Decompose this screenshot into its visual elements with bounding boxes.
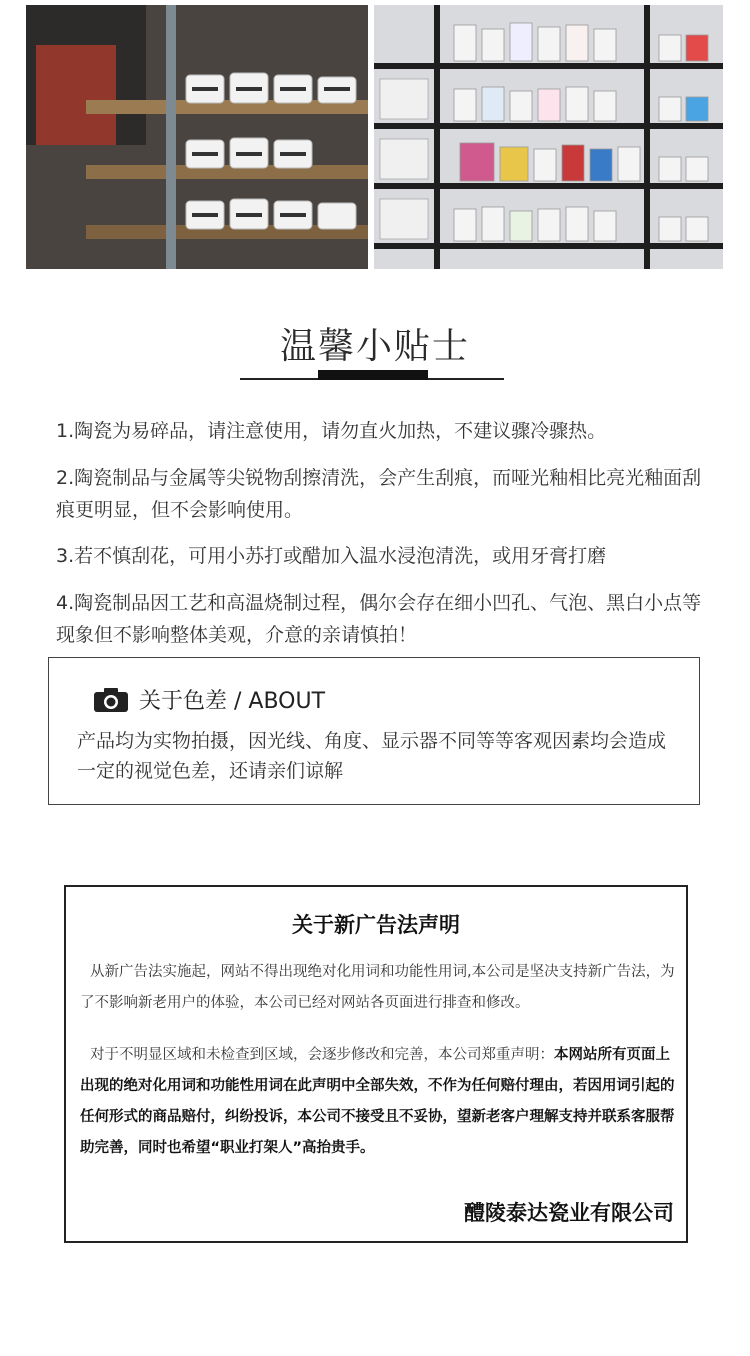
law-paragraph-2-bold: 本网站所有页面上出现的绝对化用词和功能性用词在此声明中全部失效，不作为任何赔付理由，若因用词引起的任何形式的商品赔付，纠纷投诉，本公司不接受且不妥协，望新老客户理解支持并联系客服帮助完善，同时也希望“职业打架人”高抬贵手。 — [80, 1047, 675, 1156]
mug-shelf-photo — [374, 5, 723, 269]
tip-item-3: 3.若不慎刮花，可用小苏打或醋加入温水浸泡清洗，或用牙膏打磨 — [56, 545, 607, 567]
mug-shelf-illustration — [374, 5, 723, 269]
tips-title: 温馨小贴士 — [279, 326, 470, 367]
law-title: 关于新广告法声明 — [292, 913, 460, 937]
company-name: 醴陵泰达瓷业有限公司 — [464, 1201, 674, 1225]
law-paragraph-1: 从新广告法实施起，网站不得出现绝对化用词和功能性用词,本公司是坚决支持新广告法，为了不影响新老用户的体验，本公司已经对网站各页面进行排查和修改。 — [80, 964, 675, 1011]
tip-item-1: 1.陶瓷为易碎品，请注意使用，请勿直火加热，不建议骤冷骤热。 — [56, 420, 607, 442]
ad-law-statement — [64, 885, 688, 1243]
mug-stack-photo — [26, 5, 368, 269]
camera-icon — [93, 687, 129, 713]
law-paragraph-2 — [80, 1040, 678, 1164]
tip-item-2: 2.陶瓷制品与金属等尖锐物刮擦清洗，会产生刮痕，而哑光釉相比亮光釉面刮痕更明显，但不会影响使用。 — [56, 467, 702, 521]
about-text: 产品均为实物拍摄，因光线、角度、显示器不同等等客观因素均会造成一定的视觉色差，还请亲们谅解 — [77, 730, 667, 782]
mug-stack-illustration — [26, 5, 368, 269]
about-title: 关于色差 / ABOUT — [139, 689, 326, 714]
law-paragraph-2-normal: 对于不明显区域和未检查到区域，会逐步修改和完善，本公司郑重声明： — [90, 1047, 554, 1063]
about-header — [93, 684, 325, 715]
tip-item-4: 4.陶瓷制品因工艺和高温烧制过程，偶尔会存在细小凹孔、气泡、黑白小点等现象但不影响整体美观，介意的亲请慎拍！ — [56, 592, 702, 646]
product-photos — [26, 5, 723, 269]
color-difference-notice — [48, 657, 700, 805]
title-divider-bar — [318, 370, 428, 380]
